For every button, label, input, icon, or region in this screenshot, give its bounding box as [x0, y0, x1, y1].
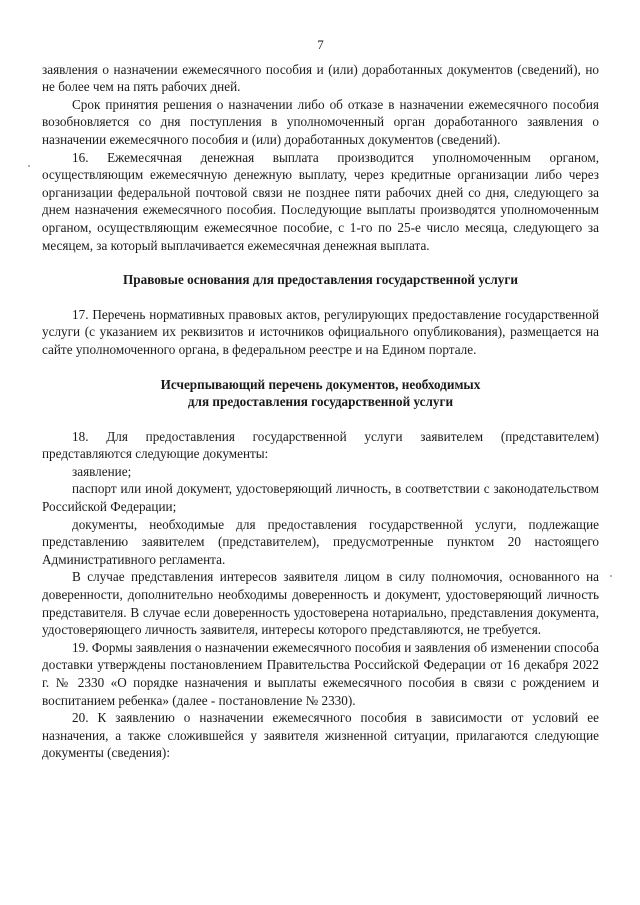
paragraph-continuation: заявления о назначении ежемесячного пособия и (или) доработанных документов (сведений), но не более чем на пять рабочих дней.: [42, 61, 599, 95]
paragraph-19: 19. Формы заявления о назначении ежемесячного пособия и заявления об изменении способа доставки утверждены постановлением Правительства Российской Федерации от 16 декабря 2022 г. № 2330 «О порядке назначения и выплаты ежемесячного пособия в связи с рождением и воспитанием ребенка» (далее - постановление № 2330).: [42, 639, 599, 708]
paragraph-decision-term: Срок принятия решения о назначении либо об отказе в назначении ежемесячного пособия возобновляется со дня поступления в уполномоченный орган доработанного заявления о назначении ежемесячного пособия и (или) доработанных документов (сведений).: [42, 96, 599, 147]
scan-speck: [28, 165, 30, 167]
paragraph-18: 18. Для предоставления государственной услуги заявителем (представителем) представляются следующие документы:: [42, 428, 599, 462]
list-item-application: заявление;: [72, 463, 132, 479]
list-item-passport: паспорт или иной документ, удостоверяющий личность, в соответствии с законодательством Российской Федерации;: [42, 481, 599, 515]
document-page: [42, 36, 599, 762]
list-item-documents: документы, необходимые для предоставления государственной услуги, подлежащие представлению заявителем (представителем), предусмотренные пунктом 20 настоящего Административного регламента.: [42, 516, 599, 567]
paragraph-representative: В случае представления интересов заявителя лицом в силу полномочия, основанного на доверенности, дополнительно необходимы доверенность и документ, удостоверяющий личность представителя. В случае если доверенность удостоверена нотариально, представления документа, удостоверяющего личность заявителя, интересы которого представляются, не требуется.: [42, 569, 599, 638]
scan-speck: [610, 575, 612, 577]
paragraph-17: 17. Перечень нормативных правовых актов, регулирующих предоставление государственной услуги (с указанием их реквизитов и источников официального опубликования), размещается на сайте уполномоченного органа, в федеральном реестре и на Едином портале.: [42, 306, 599, 357]
section-heading-documents-line1: Исчерпывающий перечень документов, необходимых: [160, 376, 481, 392]
section-heading-documents-line2: для предоставления государственной услуги: [187, 394, 454, 410]
section-heading-legal-grounds: Правовые основания для предоставления государственной услуги: [123, 272, 518, 288]
paragraph-20: 20. К заявлению о назначении ежемесячного пособия в зависимости от условий ее назначения, а также сложившейся у заявителя жизненной ситуации, прилагаются следующие документы (сведения):: [42, 710, 599, 761]
paragraph-16: 16. Ежемесячная денежная выплата производится уполномоченным органом, осуществляющим ежемесячную денежную выплату, через кредитные организации либо через организации федеральной почтовой связи не позднее пяти рабочих дней со дня, следующего за днем назначения ежемесячного пособия. Последующие выплаты производятся уполномоченным органом, осуществляющим ежемесячное пособие, с 1-го по 25-е число месяца, следующего за месяцем, за который выплачивается ежемесячная денежная выплата.: [42, 149, 599, 253]
page-number: 7: [317, 37, 324, 52]
